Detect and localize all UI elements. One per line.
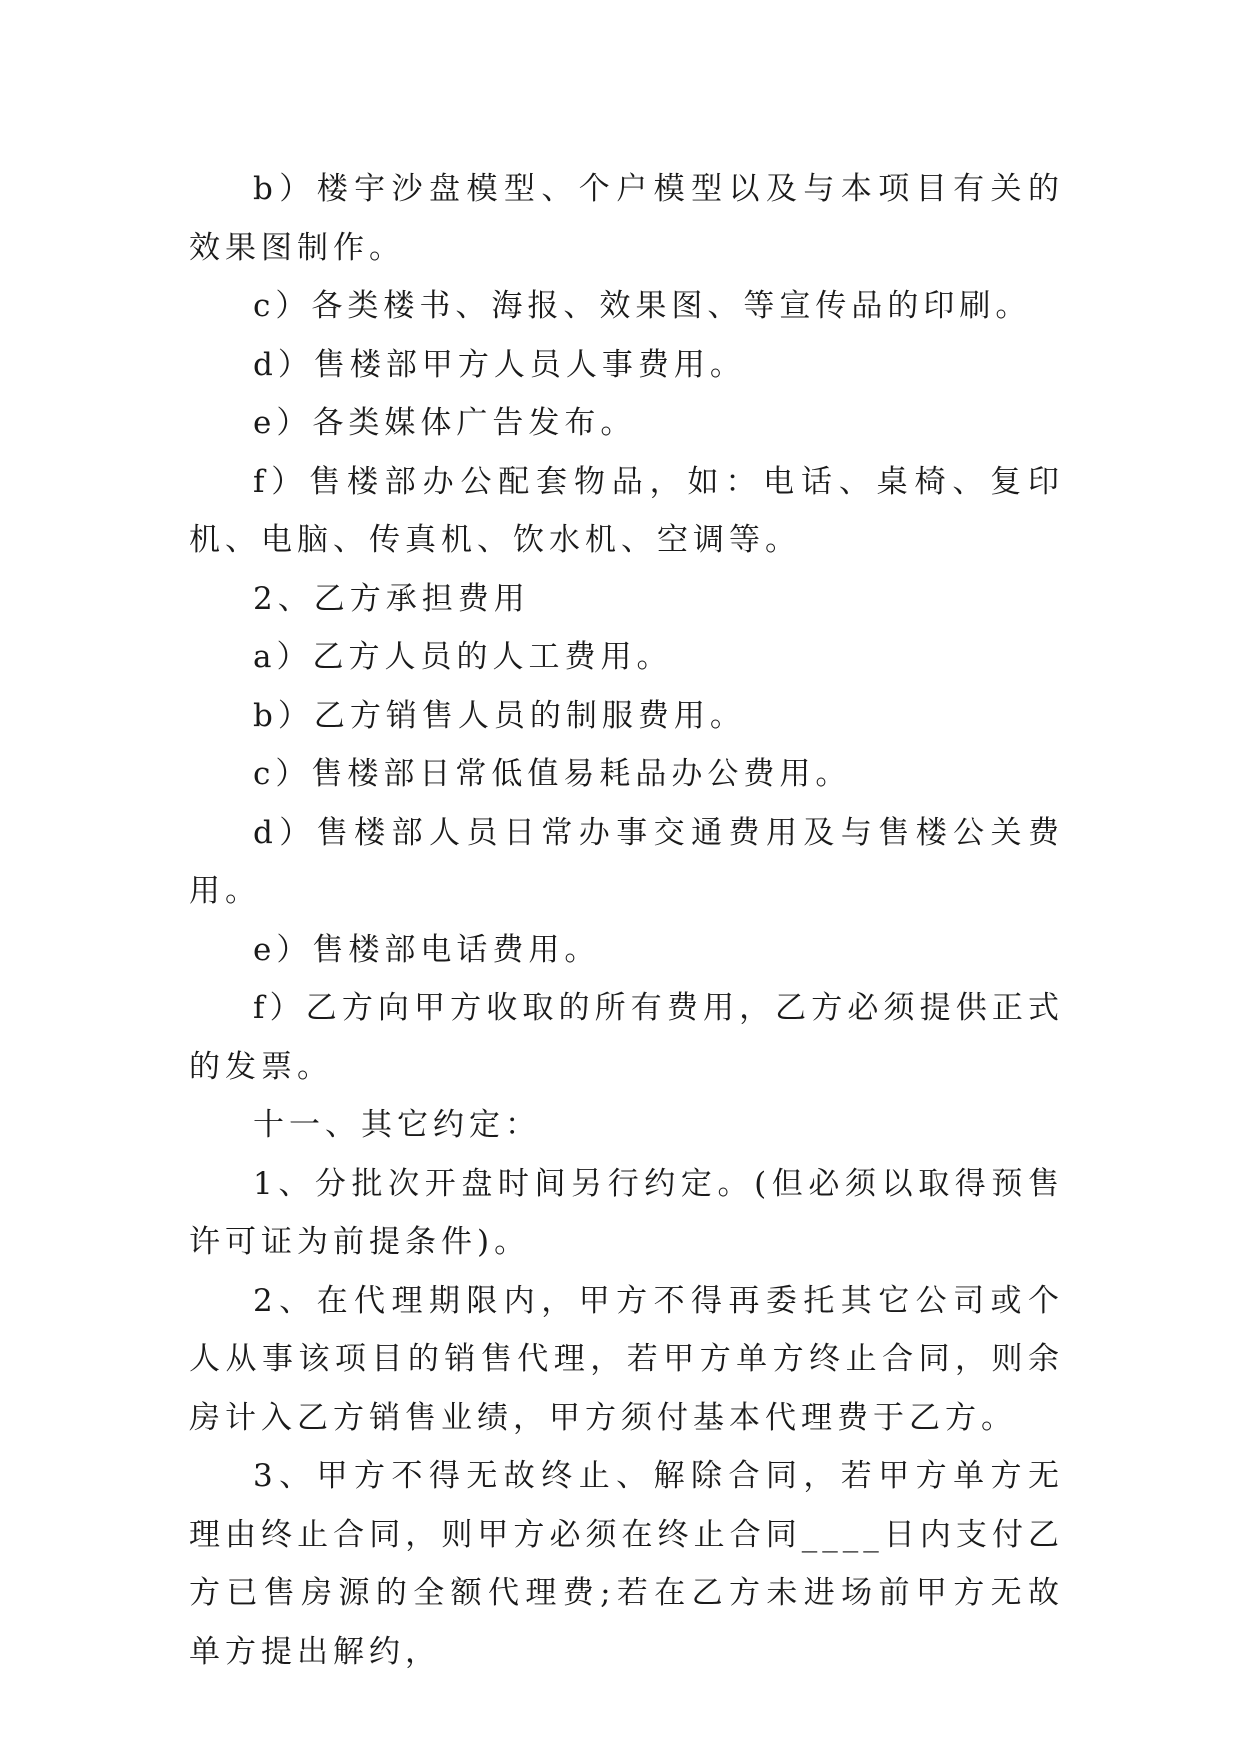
- paragraph-e-media-ads: e）各类媒体广告发布。: [253, 405, 637, 441]
- section-heading-party-b-costs: 2、乙方承担费用: [253, 580, 530, 617]
- paragraph-c-printing: c）各类楼书、海报、效果图、等宣传品的印刷。: [253, 288, 1032, 324]
- paragraph-f-office-supplies: f）售楼部办公配套物品，如：电话、桌椅、复印机、电脑、传真机、饮水机、空调等。: [189, 463, 1064, 558]
- paragraph-c-consumables: c）售楼部日常低值易耗品办公费用。: [253, 756, 852, 792]
- paragraph-e-phone-cost: e）售楼部电话费用。: [253, 931, 601, 968]
- paragraph-b-uniform-cost: b）乙方销售人员的制服费用。: [253, 697, 746, 734]
- clause-2-exclusive-agency: 2、在代理期限内，甲方不得再委托其它公司或个人从事该项目的销售代理，若甲方单方终止合同，则余房计入乙方销售业绩，甲方须付基本代理费于乙方。: [189, 1282, 1064, 1436]
- paragraph-a-labor-cost: a）乙方人员的人工费用。: [253, 639, 673, 675]
- paragraph-b-model-production: b）楼宇沙盘模型、个户模型以及与本项目有关的效果图制作。: [189, 171, 1064, 266]
- paragraph-d-transport-pr: d）售楼部人员日常办事交通费用及与售楼公关费用。: [189, 814, 1064, 909]
- paragraph-f-invoice: f）乙方向甲方收取的所有费用，乙方必须提供正式的发票。: [189, 990, 1064, 1085]
- paragraph-d-party-a-staff: d）售楼部甲方人员人事费用。: [253, 346, 746, 383]
- clause-1-opening-schedule: 1、分批次开盘时间另行约定。(但必须以取得预售许可证为前提条件)。: [189, 1165, 1064, 1260]
- document-body: [189, 160, 1064, 1681]
- clause-3-termination: 3、甲方不得无故终止、解除合同，若甲方单方无理由终止合同，则甲方必须在终止合同____日内支付乙方已售房源的全额代理费;若在乙方未进场前甲方无故单方提出解约，: [189, 1458, 1064, 1670]
- section-heading-other-agreements: 十一、其它约定：: [253, 1107, 541, 1143]
